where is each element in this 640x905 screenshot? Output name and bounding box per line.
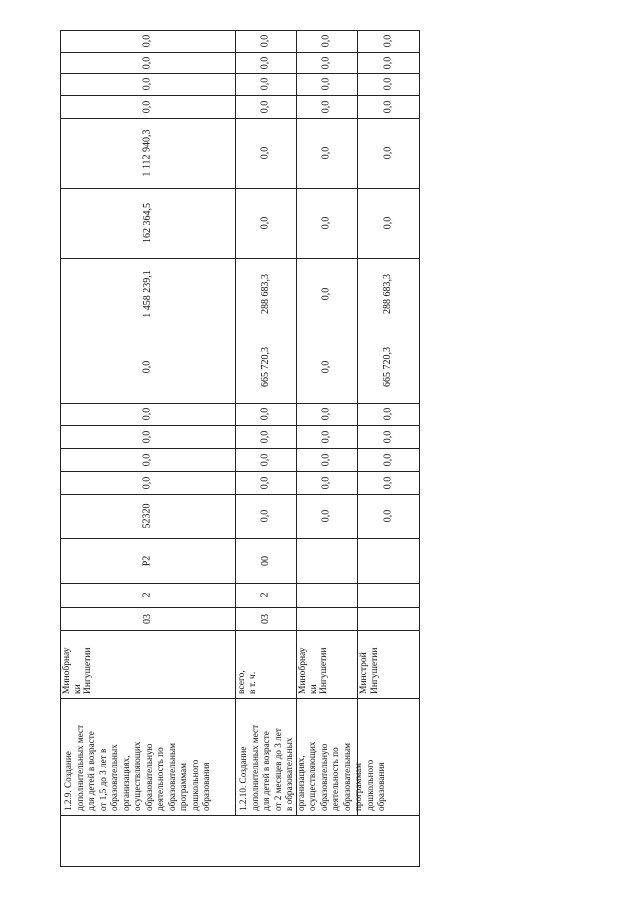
value-cell bbox=[357, 188, 419, 258]
value-text: 1 112 940,3 bbox=[141, 129, 153, 177]
value-cell bbox=[357, 471, 419, 494]
value-cell bbox=[296, 73, 357, 95]
value-cell bbox=[296, 52, 357, 73]
value-cell bbox=[60, 73, 235, 95]
value-text: 1 458 239,1 bbox=[141, 270, 153, 318]
value-cell bbox=[235, 188, 296, 258]
value-text: 0,0 bbox=[259, 56, 271, 69]
value-cell bbox=[296, 330, 357, 403]
value-cell bbox=[60, 494, 235, 538]
value-text: 0,0 bbox=[382, 476, 393, 489]
value-text: 0,0 bbox=[141, 34, 153, 48]
value-text: 0,0 bbox=[259, 146, 271, 160]
value-cell bbox=[60, 30, 235, 52]
value-cell bbox=[235, 258, 296, 330]
value-text: 0,0 bbox=[141, 360, 153, 373]
value-cell bbox=[296, 258, 357, 330]
value-text: 0,0 bbox=[382, 146, 393, 160]
value-cell bbox=[235, 471, 296, 494]
value-text: 0,0 bbox=[320, 146, 332, 160]
value-text: 0,0 bbox=[259, 430, 271, 443]
measure-text: 1.2.10. Создание дополнительных мест для детей в возрасте от 2 месяцев до 3 лет в образовательных организациях, осуществляющих образовательную деятельность по образовательным программам дошкольного образования bbox=[238, 724, 386, 811]
value-text: 665 720,3 bbox=[259, 346, 271, 387]
value-text: 0,0 bbox=[320, 476, 332, 489]
value-text: 0,0 bbox=[141, 77, 153, 91]
value-cell bbox=[357, 118, 419, 188]
value-cell bbox=[296, 188, 357, 258]
value-cell bbox=[296, 425, 357, 448]
measure-cell bbox=[235, 698, 419, 815]
value-text: 0,0 bbox=[259, 407, 271, 421]
value-cell bbox=[235, 330, 296, 403]
row-divider bbox=[60, 815, 419, 816]
value-text: 0,0 bbox=[320, 509, 332, 523]
value-text: 0,0 bbox=[259, 34, 271, 48]
value-text: 0,0 bbox=[141, 476, 153, 489]
executor-cell bbox=[357, 630, 393, 698]
value-text: 0,0 bbox=[259, 77, 271, 91]
value-cell bbox=[296, 118, 357, 188]
value-text: 0,0 bbox=[141, 100, 153, 113]
value-text: 0,0 bbox=[141, 56, 153, 69]
value-text: 0,0 bbox=[320, 287, 332, 301]
value-cell bbox=[235, 448, 296, 471]
value-cell bbox=[357, 425, 419, 448]
value-text: 288 683,3 bbox=[382, 274, 393, 314]
value-cell bbox=[60, 95, 235, 118]
code-c-text: 2 bbox=[259, 592, 271, 598]
value-cell bbox=[60, 403, 235, 425]
value-cell bbox=[296, 494, 357, 538]
executor-cell bbox=[296, 630, 332, 698]
code-cell bbox=[60, 538, 235, 583]
value-cell bbox=[235, 95, 296, 118]
code-cell bbox=[60, 607, 235, 630]
value-cell bbox=[296, 403, 357, 425]
value-cell bbox=[296, 471, 357, 494]
value-text: 0,0 bbox=[259, 476, 271, 489]
value-cell bbox=[357, 330, 419, 403]
value-text: 0,0 bbox=[320, 430, 332, 443]
value-text: 0,0 bbox=[382, 407, 393, 421]
value-cell bbox=[357, 403, 419, 425]
value-cell bbox=[235, 118, 296, 188]
value-cell bbox=[235, 73, 296, 95]
measure-cell bbox=[60, 698, 235, 815]
value-text: 0,0 bbox=[259, 509, 271, 523]
executor-cell bbox=[235, 630, 271, 698]
code-cell bbox=[235, 583, 296, 607]
executor-text: Минобрнау ки Ингушетии bbox=[62, 647, 93, 694]
executor-text: всего, в т. ч. bbox=[237, 670, 258, 694]
value-text: 0,0 bbox=[320, 77, 332, 91]
value-text: 0,0 bbox=[320, 100, 332, 113]
value-text: 162 364,5 bbox=[141, 203, 153, 243]
code-g-text: 03 bbox=[141, 613, 153, 624]
value-text: 0,0 bbox=[259, 453, 271, 466]
value-text: 0,0 bbox=[259, 100, 271, 113]
value-text: 0,0 bbox=[141, 453, 153, 466]
value-cell bbox=[235, 425, 296, 448]
code-cell bbox=[235, 607, 296, 630]
value-text: 0,0 bbox=[320, 56, 332, 69]
value-text: 0,0 bbox=[259, 216, 271, 230]
code-c-text: 2 bbox=[141, 592, 153, 598]
value-cell bbox=[357, 494, 419, 538]
value-text: 0,0 bbox=[141, 430, 153, 443]
value-cell bbox=[60, 118, 235, 188]
value-text: 288 683,3 bbox=[259, 274, 271, 314]
code-r-text: 00 bbox=[259, 555, 271, 566]
value-text: 0,0 bbox=[320, 34, 332, 48]
value-cell bbox=[296, 30, 357, 52]
code-cell bbox=[60, 583, 235, 607]
value-cell bbox=[235, 52, 296, 73]
value-text: 0,0 bbox=[320, 360, 332, 373]
value-text: 665 720,3 bbox=[382, 346, 393, 387]
value-cell bbox=[357, 95, 419, 118]
value-cell bbox=[235, 494, 296, 538]
value-text: 0,0 bbox=[320, 216, 332, 230]
value-text: 0,0 bbox=[382, 509, 393, 523]
value-text: 0,0 bbox=[382, 77, 393, 91]
value-text: 0,0 bbox=[382, 216, 393, 230]
value-cell bbox=[60, 52, 235, 73]
value-text: 52320 bbox=[141, 503, 153, 529]
value-cell bbox=[357, 258, 419, 330]
value-cell bbox=[60, 188, 235, 258]
value-cell bbox=[60, 258, 235, 330]
measure-text: 1.2.9. Создание дополнительных мест для детей в возрасте от 1,5 до 3 лет в образовательных организациях, осуществляющих образовательную деятельность по образовательным программам дошкольного образования bbox=[63, 724, 211, 811]
table-border-right bbox=[419, 30, 420, 867]
executor-text: Минстрой Ингушетии bbox=[359, 647, 380, 694]
value-cell bbox=[296, 448, 357, 471]
value-cell bbox=[235, 403, 296, 425]
value-cell bbox=[60, 330, 235, 403]
value-text: 0,0 bbox=[382, 430, 393, 443]
value-cell bbox=[357, 448, 419, 471]
table-border-bottom bbox=[60, 866, 419, 867]
value-text: 0,0 bbox=[382, 453, 393, 466]
code-cell bbox=[235, 538, 296, 583]
value-cell bbox=[357, 73, 419, 95]
value-cell bbox=[296, 95, 357, 118]
value-cell bbox=[60, 425, 235, 448]
value-cell bbox=[357, 30, 419, 52]
executor-text: Минобрнау ки Ингушетии bbox=[298, 647, 329, 694]
value-text: 0,0 bbox=[320, 407, 332, 421]
value-text: 0,0 bbox=[382, 56, 393, 69]
value-cell bbox=[235, 30, 296, 52]
value-text: 0,0 bbox=[382, 100, 393, 113]
value-cell bbox=[60, 448, 235, 471]
value-cell bbox=[357, 52, 419, 73]
value-text: 0,0 bbox=[320, 453, 332, 466]
code-g-text: 03 bbox=[259, 613, 271, 624]
value-text: 0,0 bbox=[382, 34, 393, 48]
code-r-text: Р2 bbox=[141, 555, 153, 566]
value-cell bbox=[60, 471, 235, 494]
value-text: 0,0 bbox=[141, 407, 153, 421]
executor-cell bbox=[60, 630, 96, 698]
